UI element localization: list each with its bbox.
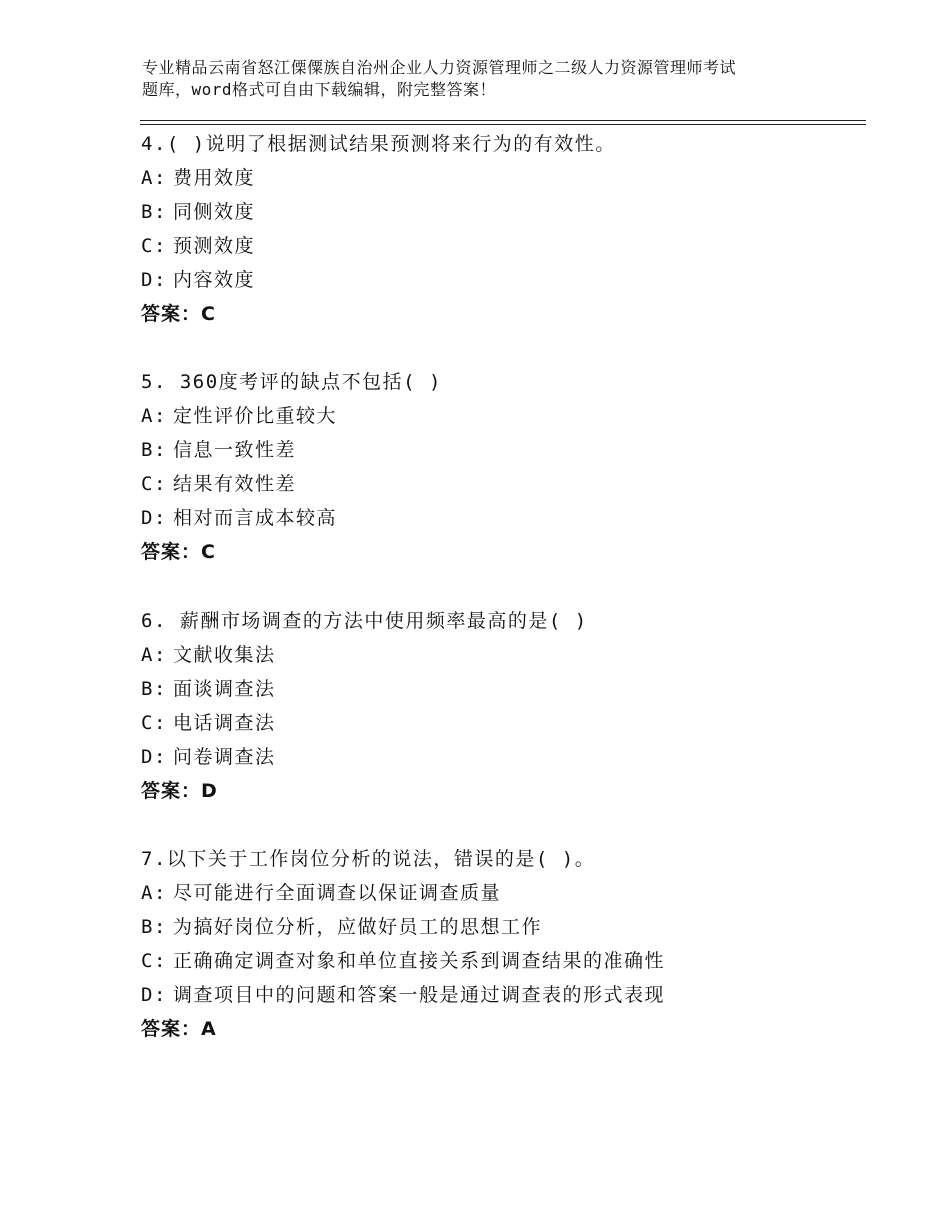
- question-block: [141, 365, 861, 569]
- option-text: 结果有效性差: [173, 473, 297, 495]
- option-b: [141, 195, 861, 229]
- option-text: 文献收集法: [173, 644, 276, 666]
- answer-line: 答案：C: [141, 303, 216, 325]
- question-block: [141, 842, 861, 1046]
- option-letter: B:: [141, 916, 167, 938]
- option-text: 正确确定调查对象和单位直接关系到调查结果的准确性: [173, 950, 666, 972]
- option-text: 尽可能进行全面调查以保证调查质量: [173, 882, 502, 904]
- option-letter: C:: [141, 712, 167, 734]
- option-c: [141, 229, 861, 263]
- option-a: [141, 161, 861, 195]
- option-text: 调查项目中的问题和答案一般是通过调查表的形式表现: [173, 984, 666, 1006]
- option-c: [141, 467, 861, 501]
- question-block: [141, 127, 861, 331]
- question-stem: 6. 薪酬市场调查的方法中使用频率最高的是( ): [141, 610, 588, 632]
- option-letter: C:: [141, 235, 167, 257]
- question-stem: 5. 360度考评的缺点不包括( ): [141, 371, 442, 393]
- option-text: 面谈调查法: [173, 678, 276, 700]
- option-a: [141, 399, 861, 433]
- option-d: [141, 740, 861, 774]
- header-divider-top: [140, 120, 866, 121]
- option-text: 内容效度: [173, 269, 256, 291]
- option-letter: B:: [141, 201, 167, 223]
- option-text: 信息一致性差: [173, 439, 297, 461]
- option-a: [141, 876, 861, 910]
- header-line-1: 专业精品云南省怒江傈僳族自治州企业人力资源管理师之二级人力资源管理师考试: [142, 58, 737, 77]
- option-d: [141, 501, 861, 535]
- header-line-2: 题库，word格式可自由下载编辑，附完整答案！: [142, 80, 497, 99]
- question-stem: 7.以下关于工作岗位分析的说法，错误的是( )。: [141, 848, 596, 870]
- option-b: [141, 433, 861, 467]
- option-text: 预测效度: [173, 235, 256, 257]
- option-d: [141, 978, 861, 1012]
- option-letter: D:: [141, 984, 167, 1006]
- option-letter: D:: [141, 269, 167, 291]
- option-letter: C:: [141, 950, 167, 972]
- answer-line: 答案：C: [141, 541, 216, 563]
- document-header: [142, 57, 862, 101]
- option-b: [141, 672, 861, 706]
- option-letter: B:: [141, 439, 167, 461]
- option-letter: A:: [141, 405, 167, 427]
- option-b: [141, 910, 861, 944]
- option-letter: A:: [141, 167, 167, 189]
- option-d: [141, 263, 861, 297]
- option-letter: B:: [141, 678, 167, 700]
- question-stem: 4.( )说明了根据测试结果预测将来行为的有效性。: [141, 133, 616, 155]
- question-block: [141, 604, 861, 808]
- option-letter: D:: [141, 507, 167, 529]
- option-letter: A:: [141, 644, 167, 666]
- option-text: 费用效度: [173, 167, 256, 189]
- option-text: 为搞好岗位分析，应做好员工的思想工作: [173, 916, 543, 938]
- option-text: 问卷调查法: [173, 746, 276, 768]
- option-letter: C:: [141, 473, 167, 495]
- option-c: [141, 706, 861, 740]
- option-a: [141, 638, 861, 672]
- option-text: 电话调查法: [173, 712, 276, 734]
- answer-line: 答案：A: [141, 1018, 217, 1040]
- header-divider-bottom: [140, 124, 866, 125]
- option-c: [141, 944, 861, 978]
- option-text: 定性评价比重较大: [173, 405, 338, 427]
- option-text: 相对而言成本较高: [173, 507, 338, 529]
- option-text: 同侧效度: [173, 201, 256, 223]
- answer-line: 答案：D: [141, 780, 218, 802]
- option-letter: D:: [141, 746, 167, 768]
- option-letter: A:: [141, 882, 167, 904]
